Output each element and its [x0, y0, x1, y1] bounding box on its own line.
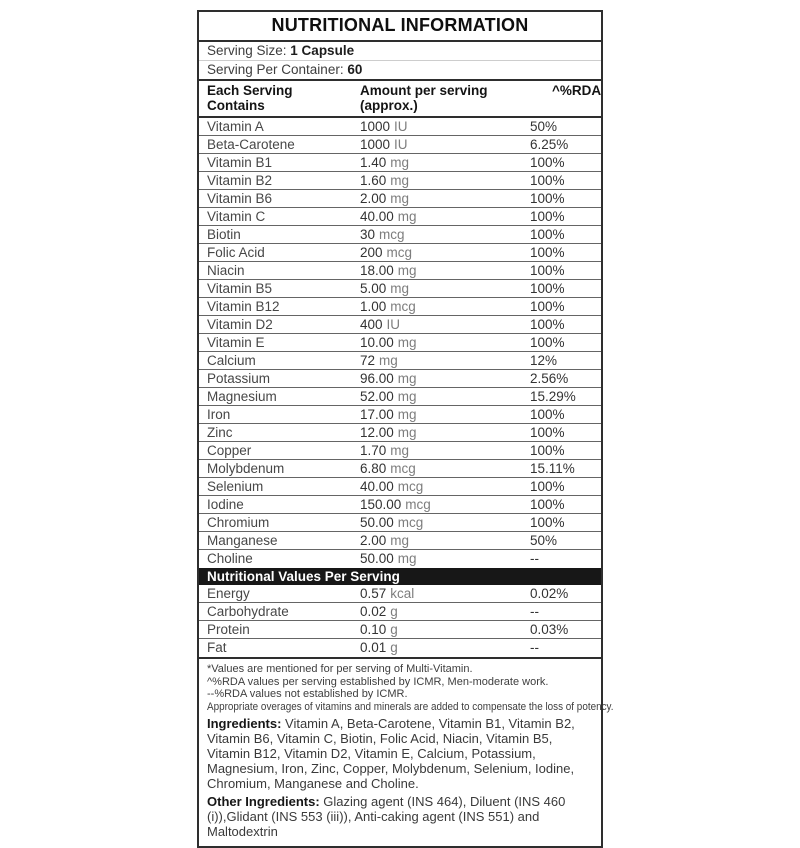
nutrient-rda: 12% [530, 353, 558, 368]
column-header-amount: Amount per serving (approx.) [360, 83, 488, 113]
nutrient-amount: 200 [360, 245, 383, 260]
nutrient-amount: 150.00 [360, 497, 402, 512]
nutrient-rda: 100% [530, 209, 565, 224]
value-amount: 0.10 [360, 622, 387, 637]
nutrient-unit: mcg [379, 227, 405, 242]
nutrient-rda: 100% [530, 281, 565, 296]
nutrient-unit: IU [394, 137, 408, 152]
nutrient-amount-cell [352, 424, 522, 441]
value-unit: g [390, 640, 398, 655]
nutrient-name: Copper [207, 443, 252, 458]
serving-size-row [199, 42, 601, 61]
table-row [199, 208, 601, 226]
nutrient-amount-cell [352, 460, 522, 477]
nutrient-amount-cell [352, 262, 522, 279]
nutrient-name: Niacin [207, 263, 245, 278]
table-row [199, 532, 601, 550]
nutrient-name: Vitamin E [207, 335, 265, 350]
nutrient-unit: mcg [390, 299, 416, 314]
table-row [199, 460, 601, 478]
nutrient-amount: 17.00 [360, 407, 394, 422]
nutrient-amount-cell [352, 352, 522, 369]
nutrient-amount: 400 [360, 317, 383, 332]
table-row [199, 406, 601, 424]
nutrient-unit: mcg [405, 497, 431, 512]
nutrient-amount: 96.00 [360, 371, 394, 386]
nutrient-name: Vitamin C [207, 209, 266, 224]
nutrient-unit: mcg [386, 245, 413, 260]
values-per-serving-table [199, 585, 601, 659]
nutrient-rda: 100% [530, 227, 565, 242]
nutrient-rda: 100% [530, 317, 565, 332]
nutrient-rda: 50% [530, 533, 558, 548]
nutrient-amount: 1.60 [360, 173, 387, 188]
nutrient-unit: mg [397, 407, 417, 422]
nutrition-label [197, 10, 614, 848]
table-row [199, 585, 601, 603]
ingredients-text: Vitamin A, Beta-Carotene, Vitamin B1, Vitamin B2, Vitamin B6, Vitamin C, Biotin, Folic Acid, Niacin, Vitamin B5, Vitamin B12, Vitamin D2, Vitamin E, Calcium, Potassium, Magnesium, Iron, Zinc, Copper, Molybdenum, Selenium, Iodine, Chromium, Manganese and Choline. [207, 716, 575, 791]
table-row [199, 352, 601, 370]
nutrient-unit: mcg [390, 461, 416, 476]
table-row [199, 190, 601, 208]
nutrient-unit: mg [397, 263, 417, 278]
value-name: Energy [207, 586, 250, 601]
value-amount-cell [352, 639, 522, 657]
nutrient-amount-cell [352, 190, 522, 207]
nutrient-amount-cell [352, 316, 522, 333]
nutrient-rda: -- [530, 551, 539, 566]
nutrient-name: Beta-Carotene [207, 137, 295, 152]
nutrient-name: Zinc [207, 425, 233, 440]
nutrient-amount-cell [352, 118, 522, 135]
nutrient-rda: 2.56% [530, 371, 569, 386]
nutrient-rda: 100% [530, 191, 565, 206]
table-header [199, 81, 601, 118]
nutrient-amount: 52.00 [360, 389, 394, 404]
serving-size-value: 1 Capsule [290, 43, 355, 58]
value-amount: 0.02 [360, 604, 387, 619]
nutrient-amount: 1.00 [360, 299, 387, 314]
table-row [199, 244, 601, 262]
table-row [199, 280, 601, 298]
nutrient-amount: 1000 [360, 137, 391, 152]
nutrient-amount-cell [352, 280, 522, 297]
table-row [199, 334, 601, 352]
nutrient-unit: IU [386, 317, 401, 332]
nutrient-amount: 2.00 [360, 191, 387, 206]
nutrient-name: Biotin [207, 227, 241, 242]
nutrient-rda: 100% [530, 479, 565, 494]
nutrient-name: Vitamin A [207, 119, 264, 134]
nutrient-amount-cell [352, 478, 522, 495]
nutrient-unit: mg [390, 443, 410, 458]
nutrient-name: Calcium [207, 353, 256, 368]
other-ingredients-label: Other Ingredients: [207, 794, 324, 809]
value-name: Protein [207, 622, 250, 637]
nutrient-unit: mg [397, 335, 417, 350]
nutrient-rda: 100% [530, 335, 565, 350]
nutrient-amount-cell [352, 442, 522, 459]
value-name: Fat [207, 640, 227, 655]
nutrient-name: Chromium [207, 515, 270, 530]
nutrient-amount: 6.80 [360, 461, 387, 476]
nutrient-amount: 1000 [360, 119, 391, 134]
value-amount-cell [352, 603, 522, 620]
value-rda: 0.02% [530, 586, 569, 601]
nutrient-amount-cell [352, 388, 522, 405]
serving-per-container-label: Serving Per Container: [207, 62, 348, 77]
nutrient-rda: 100% [530, 497, 565, 512]
value-amount-cell [352, 621, 522, 638]
nutrient-unit: IU [394, 119, 408, 134]
nutrient-amount: 30 [360, 227, 376, 242]
nutrient-amount-cell [352, 244, 522, 261]
value-unit: kcal [390, 586, 415, 601]
nutrient-name: Vitamin B1 [207, 155, 273, 170]
nutrient-rda: 100% [530, 155, 565, 170]
nutrient-rda: 15.11% [530, 461, 575, 476]
nutrient-name: Folic Acid [207, 245, 265, 260]
nutrient-amount-cell [352, 154, 522, 171]
value-rda: -- [530, 640, 539, 655]
table-row [199, 370, 601, 388]
nutrient-amount-cell [352, 370, 522, 387]
table-row [199, 442, 601, 460]
nutrient-unit: mg [397, 209, 417, 224]
nutrient-rda: 100% [530, 245, 565, 260]
nutrient-amount-cell [352, 298, 522, 315]
serving-per-container-row [199, 61, 601, 79]
nutrient-amount-cell [352, 514, 522, 531]
nutrient-unit: mg [397, 425, 417, 440]
nutrient-amount-cell [352, 406, 522, 423]
nutrient-unit: mg [397, 551, 417, 566]
table-row [199, 388, 601, 406]
nutrient-rda: 100% [530, 443, 565, 458]
table-row [199, 154, 601, 172]
nutrient-amount-cell [352, 550, 522, 568]
nutrient-name: Iron [207, 407, 231, 422]
column-header-contains: Each Serving Contains [207, 83, 293, 113]
nutrient-amount: 10.00 [360, 335, 394, 350]
nutrient-name: Molybdenum [207, 461, 285, 476]
nutrient-rda: 100% [530, 263, 565, 278]
nutrient-name: Manganese [207, 533, 278, 548]
value-name: Carbohydrate [207, 604, 289, 619]
nutrient-amount: 50.00 [360, 515, 394, 530]
serving-size-label: Serving Size: [207, 43, 291, 58]
nutrient-amount: 40.00 [360, 479, 394, 494]
table-row [199, 262, 601, 280]
nutrient-rda: 100% [530, 173, 565, 188]
nutrient-amount: 5.00 [360, 281, 387, 296]
nutrient-rda: 100% [530, 515, 565, 530]
nutrient-rda: 15.29% [530, 389, 576, 404]
nutrient-rda: 100% [530, 425, 565, 440]
value-rda: 0.03% [530, 622, 569, 637]
nutrient-name: Choline [207, 551, 253, 566]
table-row [199, 118, 601, 136]
nutrient-name: Vitamin B2 [207, 173, 273, 188]
footnote-rda-established: ^%RDA values per serving established by ICMR, Men-moderate work. [207, 675, 549, 688]
nutrient-unit: mcg [397, 515, 424, 530]
nutrient-rda: 6.25% [530, 137, 569, 152]
table-row [199, 226, 601, 244]
nutrient-name: Vitamin B5 [207, 281, 273, 296]
table-row [199, 550, 601, 568]
value-amount-cell [352, 585, 522, 602]
nutrient-amount: 2.00 [360, 533, 387, 548]
other-ingredients-text: Glazing agent (INS 464), Diluent (INS 460 (i)),Glidant (INS 553 (iii)), Anti-caking agent (INS 551) and Maltodextrin [207, 794, 566, 839]
nutrient-amount: 12.00 [360, 425, 394, 440]
nutrient-amount-cell [352, 334, 522, 351]
column-header-rda: ^%RDA [552, 83, 602, 98]
nutrient-unit: mg [390, 173, 410, 188]
footnote-rda-not-established: --%RDA values not established by ICMR. [207, 688, 408, 700]
nutrient-name: Vitamin B12 [207, 299, 280, 314]
footnote-overage: Appropriate overages of vitamins and minerals are added to compensate the loss of potency. [207, 700, 614, 713]
ingredients-label: Ingredients: [207, 716, 286, 731]
table-row [199, 514, 601, 532]
value-rda: -- [530, 604, 539, 619]
nutrient-rda: 100% [530, 299, 565, 314]
nutrient-amount: 18.00 [360, 263, 394, 278]
table-row [199, 478, 601, 496]
table-row [199, 136, 601, 154]
nutrient-unit: mg [390, 191, 410, 206]
nutrient-amount-cell [352, 226, 522, 243]
value-amount: 0.01 [360, 640, 387, 655]
nutrient-amount: 1.40 [360, 155, 387, 170]
ingredients-paragraph [207, 716, 593, 791]
section-band: Nutritional Values Per Serving [199, 568, 601, 585]
table-row [199, 496, 601, 514]
nutrient-rda: 100% [530, 407, 565, 422]
table-row [199, 172, 601, 190]
value-amount: 0.57 [360, 586, 387, 601]
nutrient-amount: 72 [360, 353, 376, 368]
nutrient-amount: 50.00 [360, 551, 394, 566]
nutrient-name: Magnesium [207, 389, 277, 404]
nutrient-name: Selenium [207, 479, 264, 494]
nutrient-name: Vitamin D2 [207, 317, 273, 332]
nutrient-name: Vitamin B6 [207, 191, 273, 206]
nutrient-amount-cell [352, 532, 522, 549]
nutrient-unit: mg [390, 281, 410, 296]
nutrient-unit: mg [390, 533, 410, 548]
table-row [199, 316, 601, 334]
table-row [199, 639, 601, 657]
other-ingredients-paragraph [207, 794, 593, 839]
nutrient-amount-cell [352, 172, 522, 189]
serving-info [199, 42, 601, 81]
nutrient-unit: mg [397, 371, 417, 386]
nutrient-name: Potassium [207, 371, 271, 386]
nutrient-amount: 1.70 [360, 443, 387, 458]
nutrient-unit: mg [390, 155, 410, 170]
label-title: NUTRITIONAL INFORMATION [199, 12, 601, 42]
table-row [199, 621, 601, 639]
footnote-values: *Values are mentioned for per serving of Multi-Vitamin. [207, 663, 473, 675]
table-row [199, 298, 601, 316]
table-row [199, 424, 601, 442]
footnotes [199, 659, 614, 846]
serving-per-container-value: 60 [347, 62, 363, 77]
nutrient-amount: 40.00 [360, 209, 394, 224]
table-row [199, 603, 601, 621]
nutrient-table [199, 118, 601, 568]
nutrient-name: Iodine [207, 497, 244, 512]
nutrient-amount-cell [352, 136, 522, 153]
nutrient-unit: mg [379, 353, 398, 368]
nutrient-rda: 50% [530, 119, 558, 134]
value-unit: g [390, 604, 398, 619]
nutrient-amount-cell [352, 496, 522, 513]
nutrient-amount-cell [352, 208, 522, 225]
nutrient-unit: mcg [397, 479, 424, 494]
nutrient-unit: mg [397, 389, 417, 404]
value-unit: g [390, 622, 398, 637]
